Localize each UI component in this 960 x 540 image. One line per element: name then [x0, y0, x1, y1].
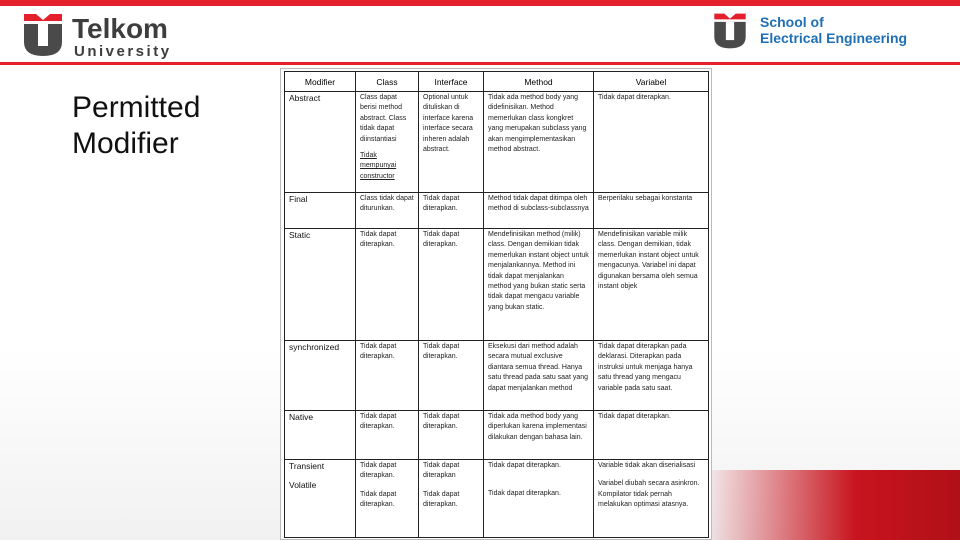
logo-word-university: University	[74, 43, 172, 60]
table-row	[285, 411, 709, 460]
method-cell	[484, 460, 594, 538]
modifier-transient: Transient	[289, 461, 325, 471]
method-cell: Method tidak dapat ditimpa oleh method di subclass-subclassnya	[484, 193, 594, 229]
modifier-cell: Native	[285, 411, 356, 460]
class-cell: Class tidak dapat diturunkan.	[356, 193, 419, 229]
modifier-table	[284, 71, 709, 538]
method-cell: Tidak ada method body yang diperlukan karena implementasi dilakukan dengan bahasa lain.	[484, 411, 594, 460]
table-row	[285, 341, 709, 411]
class-cell: Tidak dapat diterapkan.	[356, 411, 419, 460]
column-header: Method	[484, 72, 594, 92]
telkom-logo-icon	[22, 12, 64, 58]
telkom-university-logo	[22, 12, 212, 60]
interface-cell: Tidak dapat diterapkan.	[419, 193, 484, 229]
cell-text: Tidak dapat diterapkan.	[360, 490, 397, 509]
table-row	[285, 92, 709, 193]
column-header: Interface	[419, 72, 484, 92]
modifier-cell: synchronized	[285, 341, 356, 411]
interface-cell	[419, 460, 484, 538]
variabel-cell: Mendefinisikan variable milik class. Dengan demikian, tidak memerlukan instant object untuk mengacunya. Variabel ini dapat digunakan bersama oleh semua instant objek	[594, 229, 709, 341]
variabel-cell: Tidak dapat diterapkan.	[594, 411, 709, 460]
modifier-volatile: Volatile	[289, 480, 317, 490]
variabel-cell: Tidak dapat diterapkan.	[594, 92, 709, 193]
interface-cell: Tidak dapat diterapkan.	[419, 341, 484, 411]
table-row	[285, 229, 709, 341]
cell-text: Variable tidak akan diserialisasi	[598, 462, 696, 469]
variabel-cell: Berperilaku sebagai konstanta	[594, 193, 709, 229]
cell-text: Variabel diubah secara asinkron. Kompilator tidak pernah melakukan optimasi atasnya.	[598, 480, 700, 509]
class-cell	[356, 92, 419, 193]
modifier-cell	[285, 460, 356, 538]
interface-cell: Tidak dapat diterapkan.	[419, 229, 484, 341]
telkom-logo-icon	[712, 12, 748, 50]
method-cell: Mendefinisikan method (milik) class. Dengan demikian tidak memerlukan instant object untuk menjalankannya. Method ini tidak dapat menjalankan method yang bukan static serta tidak dapat mengacu variable yang bukan static.	[484, 229, 594, 341]
class-cell	[356, 460, 419, 538]
table-header-row	[285, 72, 709, 92]
modifier-cell: Static	[285, 229, 356, 341]
table-row	[285, 193, 709, 229]
modifier-cell: Abstract	[285, 92, 356, 193]
column-header: Variabel	[594, 72, 709, 92]
class-cell: Tidak dapat diterapkan.	[356, 229, 419, 341]
column-header: Class	[356, 72, 419, 92]
interface-cell: Optional untuk dituliskan di interface karena interface secara inheren adalah abstract.	[419, 92, 484, 193]
cell-text: Tidak dapat diterapkan.	[423, 490, 460, 509]
cell-text: Tidak dapat diterapkan.	[488, 490, 561, 498]
modifier-table-image	[280, 68, 712, 540]
top-accent-bar	[0, 0, 960, 6]
variabel-cell	[594, 460, 709, 538]
modifier-cell: Final	[285, 193, 356, 229]
logo-word-telkom: Telkom	[72, 13, 168, 44]
class-cell: Tidak dapat diterapkan.	[356, 341, 419, 411]
bottom-red-band	[700, 470, 960, 540]
school-of-electrical-engineering-logo	[712, 12, 952, 52]
header-divider	[0, 62, 960, 65]
cell-text: Tidak dapat diterapkan	[423, 462, 460, 480]
cell-text: Class dapat berisi method abstract. Class tidak dapat diinstantiasi	[360, 94, 407, 143]
cell-note-underlined: Tidak mempunyai constructor	[360, 152, 397, 180]
interface-cell: Tidak dapat diterapkan.	[419, 411, 484, 460]
school-line-2: Electrical Engineering	[760, 30, 908, 46]
table-row	[285, 460, 709, 538]
variabel-cell: Tidak dapat diterapkan pada deklarasi. Diterapkan pada instruksi untuk menjaga hanya satu thread yang mengacu variable pada satu saat.	[594, 341, 709, 411]
cell-text: Tidak dapat diterapkan.	[488, 462, 561, 469]
slide-title: Permitted Modifier	[72, 91, 201, 160]
cell-text: Tidak dapat diterapkan.	[360, 462, 397, 480]
method-cell: Eksekusi dari method adalah secara mutual exclusive diantara semua thread. Hanya satu thread pada satu saat yang dapat menjalankan method	[484, 341, 594, 411]
column-header: Modifier	[285, 72, 356, 92]
school-line-1: School of	[760, 14, 824, 30]
method-cell: Tidak ada method body yang didefinisikan. Method memerlukan class kongkret yang merupakan subclass yang akan mengimplementasikan method abstract.	[484, 92, 594, 193]
